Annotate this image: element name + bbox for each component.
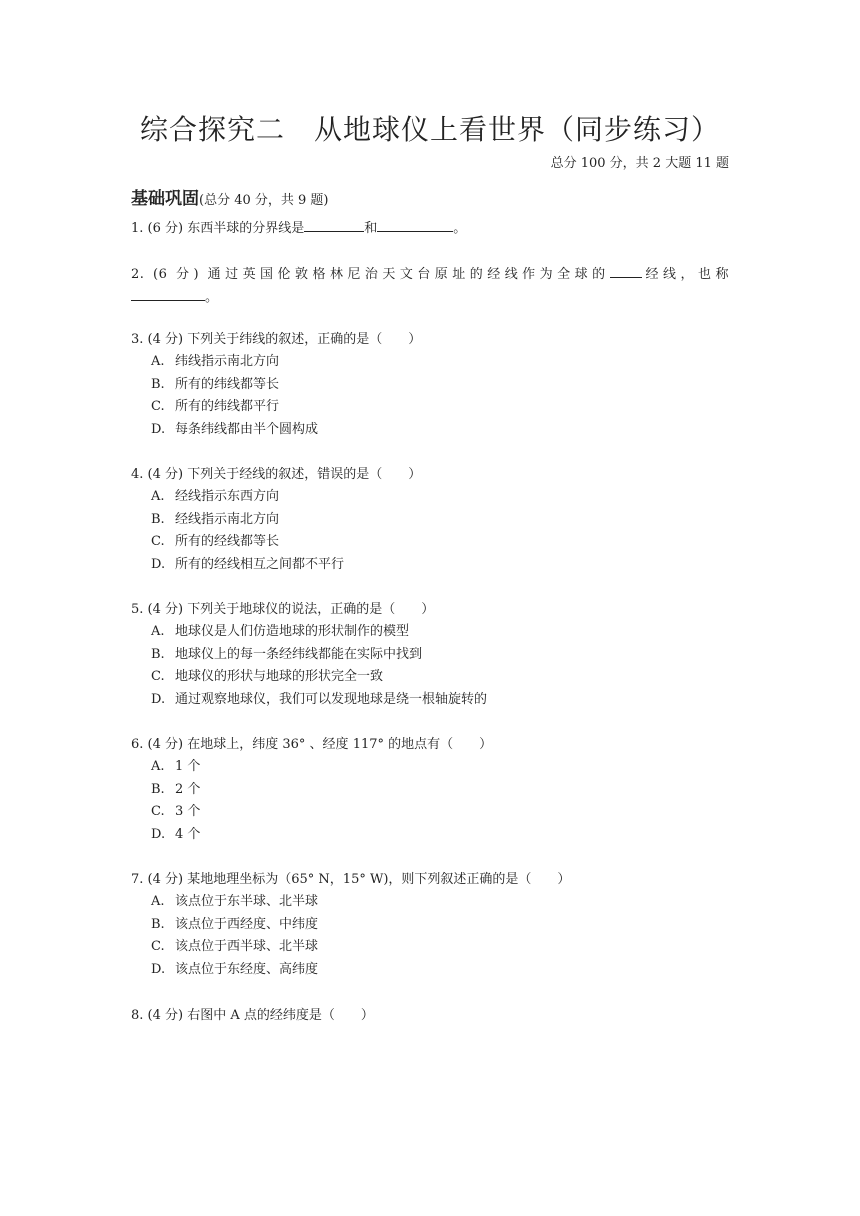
question-6 bbox=[131, 734, 731, 846]
option-c[interactable]: C. 3 个 bbox=[151, 804, 201, 819]
option-a[interactable]: A. 该点位于东半球、北半球 bbox=[151, 894, 319, 909]
question-number: 7. bbox=[131, 872, 144, 887]
question-text: 右图中 A 点的经纬度是（ ） bbox=[187, 1008, 374, 1023]
section-header bbox=[131, 184, 329, 209]
question-text: 在地球上，纬度 36° 、经度 117° 的地点有（ ） bbox=[187, 737, 493, 752]
question-4 bbox=[131, 464, 731, 576]
option-c[interactable]: C. 该点位于西半球、北半球 bbox=[151, 939, 319, 954]
answer-blank[interactable] bbox=[304, 217, 364, 232]
question-number: 1. bbox=[131, 221, 144, 236]
option-a[interactable]: A. 经线指示东西方向 bbox=[151, 489, 280, 504]
option-b[interactable]: B. 2 个 bbox=[151, 781, 201, 797]
option-d[interactable]: D. 每条纬线都由半个圆构成 bbox=[151, 421, 319, 437]
question-text: 东西半球的分界线是 bbox=[187, 221, 305, 236]
question-score: (6 分) bbox=[147, 221, 184, 236]
question-text: 。 bbox=[205, 290, 219, 305]
question-text: 下列关于地球仪的说法，正确的是（ ） bbox=[187, 602, 435, 617]
question-score: (6 分) bbox=[153, 267, 200, 282]
question-number: 2. bbox=[131, 267, 145, 282]
question-number: 3. bbox=[131, 332, 144, 347]
page-title: 综合探究二 从地球仪上看世界（同步练习） bbox=[139, 113, 720, 146]
question-3 bbox=[131, 329, 731, 441]
option-d[interactable]: D. 所有的经线相互之间都不平行 bbox=[151, 556, 345, 572]
question-text: 通过英国伦敦格林尼治天文台原址的经线作为全球的 bbox=[207, 267, 610, 282]
question-1 bbox=[131, 217, 731, 240]
question-score: (4 分) bbox=[147, 872, 184, 887]
question-2 bbox=[131, 263, 731, 309]
option-c[interactable]: C. 所有的纬线都平行 bbox=[151, 399, 280, 414]
answer-blank[interactable] bbox=[131, 286, 205, 301]
section-info: (总分 40 分，共 9 题) bbox=[199, 193, 329, 208]
answer-blank[interactable] bbox=[610, 263, 642, 278]
option-a[interactable]: A. 地球仪是人们仿造地球的形状制作的模型 bbox=[151, 624, 410, 639]
option-d[interactable]: D. 通过观察地球仪，我们可以发现地球是绕一根轴旋转的 bbox=[151, 691, 488, 707]
question-text: 下列关于经线的叙述，错误的是（ ） bbox=[187, 467, 422, 482]
question-5 bbox=[131, 599, 731, 711]
question-score: (4 分) bbox=[147, 467, 184, 482]
option-c[interactable]: C. 地球仪的形状与地球的形状完全一致 bbox=[151, 669, 384, 684]
question-number: 8. bbox=[131, 1008, 144, 1023]
question-score: (4 分) bbox=[147, 332, 184, 347]
answer-blank[interactable] bbox=[377, 217, 453, 232]
question-score: (4 分) bbox=[147, 1008, 184, 1023]
question-score: (4 分) bbox=[147, 602, 184, 617]
score-summary: 总分 100 分，共 2 大题 11 题 bbox=[550, 156, 729, 171]
question-text: 和 bbox=[364, 221, 378, 236]
question-number: 5. bbox=[131, 602, 144, 617]
question-7 bbox=[131, 869, 731, 981]
option-b[interactable]: B. 所有的纬线都等长 bbox=[151, 376, 280, 392]
question-text: 某地地理坐标为（65° N，15° W)，则下列叙述正确的是（ ） bbox=[187, 872, 571, 887]
option-b[interactable]: B. 经线指示南北方向 bbox=[151, 511, 280, 527]
option-d[interactable]: D. 该点位于东经度、高纬度 bbox=[151, 961, 319, 977]
question-number: 4. bbox=[131, 467, 144, 482]
option-a[interactable]: A. 纬线指示南北方向 bbox=[151, 354, 280, 369]
option-a[interactable]: A. 1 个 bbox=[151, 759, 201, 774]
question-8 bbox=[131, 1005, 731, 1027]
question-number: 6. bbox=[131, 737, 144, 752]
option-b[interactable]: B. 该点位于西经度、中纬度 bbox=[151, 916, 319, 932]
option-d[interactable]: D. 4 个 bbox=[151, 826, 201, 842]
question-score: (4 分) bbox=[147, 737, 184, 752]
option-b[interactable]: B. 地球仪上的每一条经纬线都能在实际中找到 bbox=[151, 646, 423, 662]
section-title: 基础巩固 bbox=[131, 189, 199, 209]
question-text: 下列关于纬线的叙述，正确的是（ ） bbox=[187, 332, 422, 347]
question-text: 。 bbox=[453, 221, 467, 236]
option-c[interactable]: C. 所有的经线都等长 bbox=[151, 534, 280, 549]
question-text: 经线，也称 bbox=[641, 267, 729, 282]
